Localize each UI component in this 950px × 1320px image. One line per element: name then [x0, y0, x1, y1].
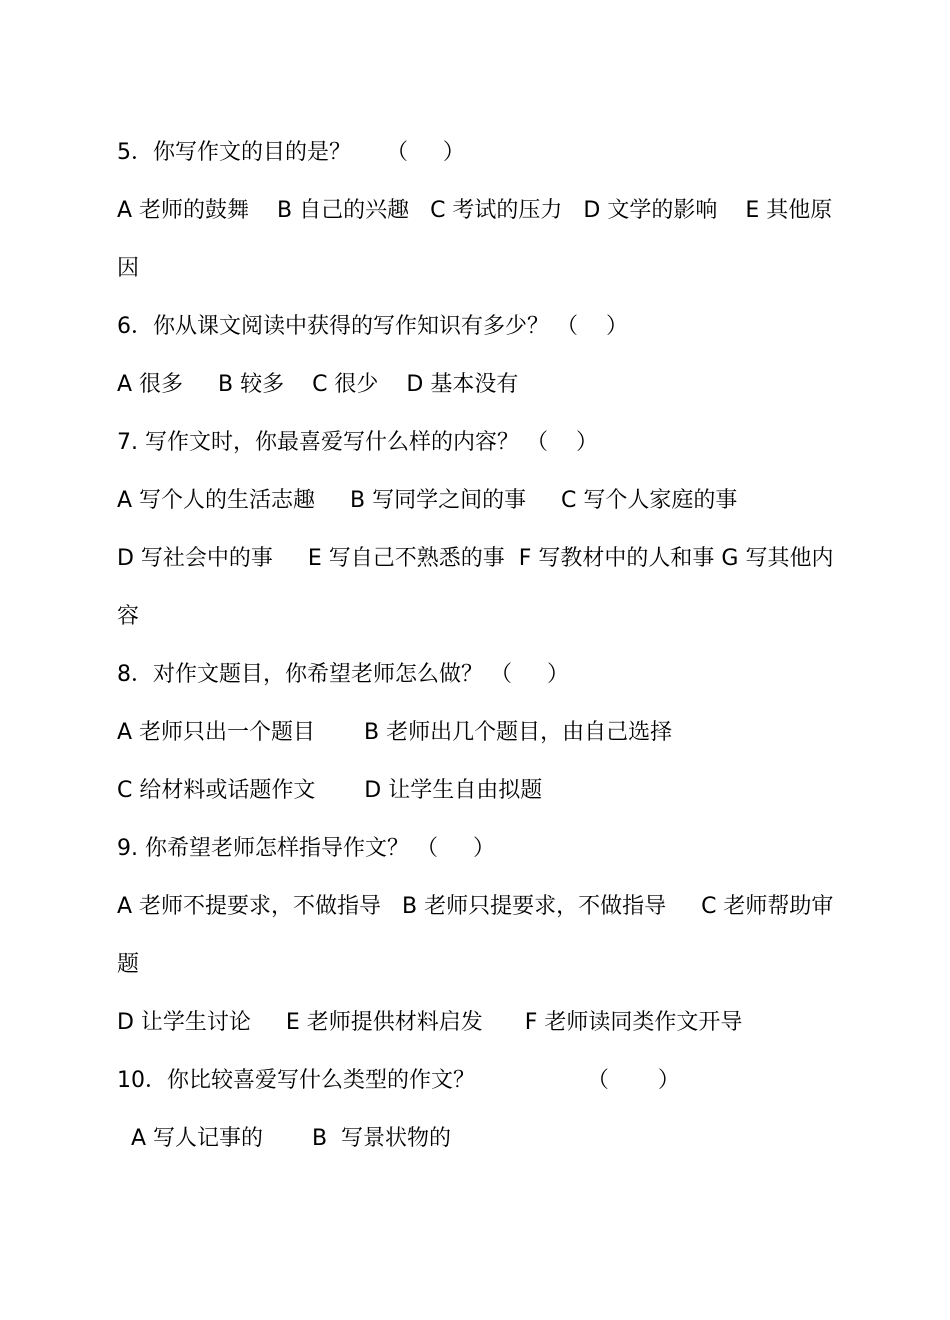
question-8: 8．对作文题目，你希望老师怎么做？ （ ）	[117, 662, 569, 687]
question-10: 10．你比较喜爱写什么类型的作文？ （ ）	[117, 1068, 680, 1093]
question-9-options-1: A 老师不提要求，不做指导 B 老师只提要求，不做指导 C 老师帮助审	[117, 894, 834, 919]
question-8-options-2: C 给材料或话题作文 D 让学生自由拟题	[117, 778, 543, 803]
question-9-options-2: D 让学生讨论 E 老师提供材料启发 F 老师读同类作文开导	[117, 1010, 743, 1035]
question-6: 6．你从课文阅读中获得的写作知识有多少？ （ ）	[117, 314, 628, 339]
question-7-options-2: D 写社会中的事 E 写自己不熟悉的事 F 写教材中的人和事 G 写其他内	[117, 546, 834, 571]
question-9: 9. 你希望老师怎样指导作文？ （ ）	[117, 836, 495, 861]
question-7: 7. 写作文时，你最喜爱写什么样的内容？ （ ）	[117, 430, 598, 455]
question-5: 5．你写作文的目的是？ （ ）	[117, 140, 465, 165]
question-7-options-cont: 容	[117, 604, 140, 629]
question-9-options-cont: 题	[117, 952, 140, 977]
question-5-options-cont: 因	[117, 256, 140, 281]
question-8-options-1: A 老师只出一个题目 B 老师出几个题目，由自己选择	[117, 720, 673, 745]
question-7-options-1: A 写个人的生活志趣 B 写同学之间的事 C 写个人家庭的事	[117, 488, 738, 513]
question-6-options: A 很多 B 较多 C 很少 D 基本没有	[117, 372, 519, 397]
question-5-options: A 老师的鼓舞 B 自己的兴趣 C 考试的压力 D 文学的影响 E 其他原	[117, 198, 833, 223]
question-10-options: A 写人记事的 B 写景状物的	[117, 1126, 452, 1151]
